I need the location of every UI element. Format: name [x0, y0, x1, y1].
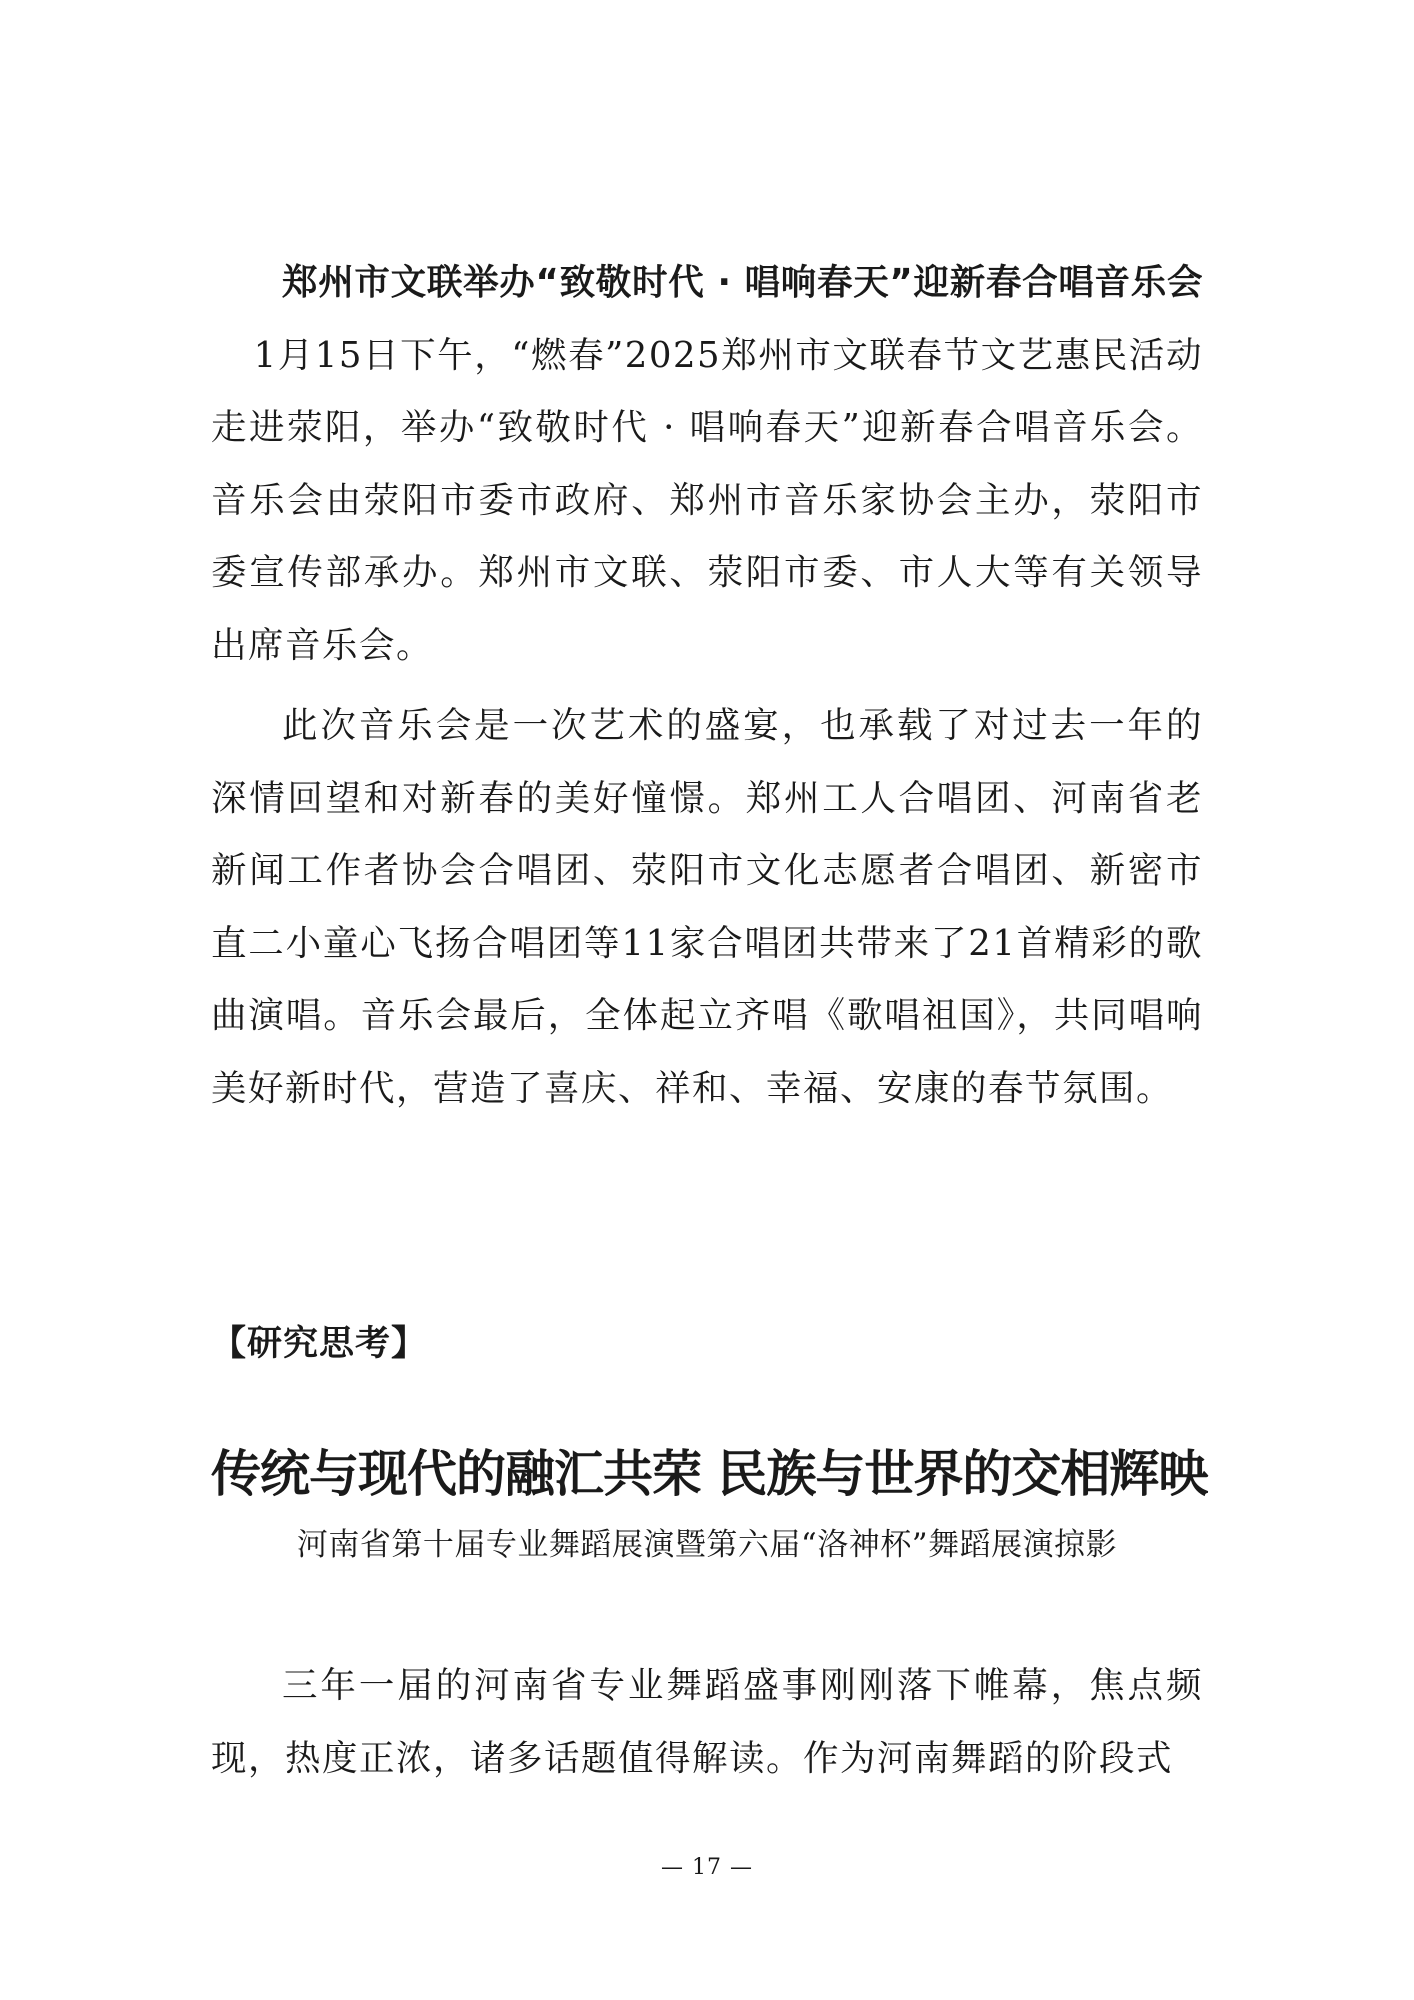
article-title: 传统与现代的融汇共荣 民族与世界的交相辉映	[211, 1444, 1208, 1503]
news-headline: 郑州市文联举办“致敬时代 · 唱响春天”迎新春合唱音乐会	[282, 262, 1203, 303]
news-paragraph-1	[211, 247, 1203, 682]
section-tag: 【研究思考】	[211, 1324, 428, 1364]
news-paragraph-2: 此次音乐会是一次艺术的盛宴，也承载了对过去一年的深情回望和对新春的美好憧憬。郑州工人合唱团、河南省老新闻工作者协会合唱团、荥阳市文化志愿者合唱团、新密市直二小童心飞扬合唱团等11家合唱团共带来了21首精彩的歌曲演唱。音乐会最后，全体起立齐唱《歌唱祖国》，共同唱响美好新时代，营造了喜庆、祥和、幸福、安康的春节氛围。	[211, 705, 1203, 1109]
article-paragraph-1: 三年一届的河南省专业舞蹈盛事刚刚落下帷幕，焦点频现，热度正浓，诸多话题值得解读。作为河南舞蹈的阶段式	[211, 1665, 1203, 1779]
article-subtitle: 河南省第十届专业舞蹈展演暨第六届“洛神杯”舞蹈展演掠影	[296, 1527, 1118, 1563]
news-lead-text: 1月15日下午，“燃春”2025郑州市文联春节文艺惠民活动走进荥阳，举办“致敬时代 · 唱响春天”迎新春合唱音乐会。音乐会由荥阳市委市政府、郑州市音乐家协会主办，荥阳市委宣传部承办。郑州市文联、荥阳市委、市人大等有关领导出席音乐会。	[211, 334, 1203, 666]
news-item	[211, 247, 1203, 1125]
article-body	[211, 1650, 1203, 1795]
page-number: — 17 —	[661, 1855, 753, 1880]
